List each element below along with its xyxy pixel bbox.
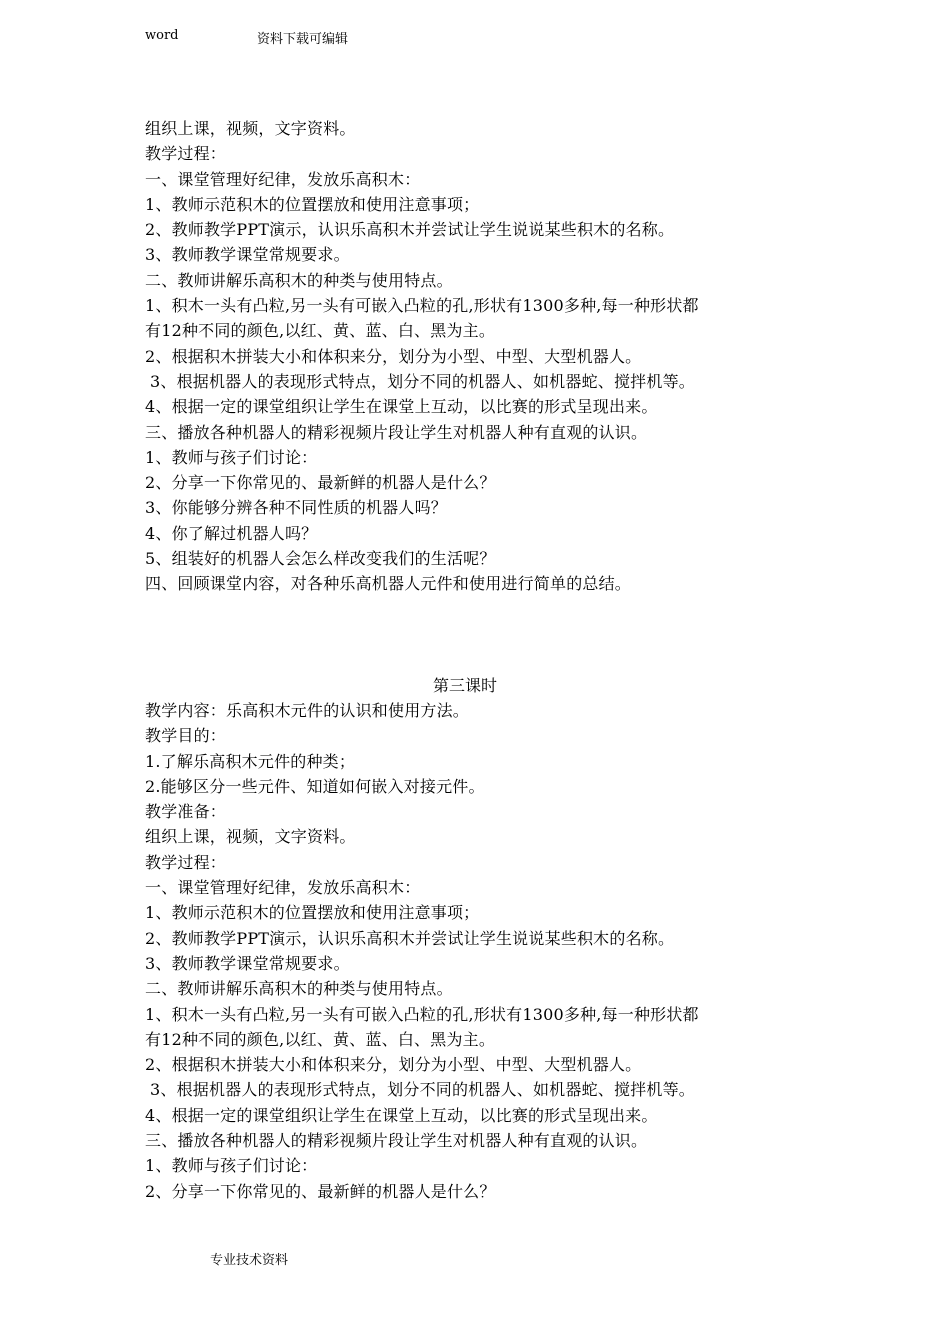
text-line: 3、教师教学课堂常规要求。 <box>145 245 350 265</box>
document-body <box>145 116 815 1204</box>
text-line: 4、你了解过机器人吗？ <box>145 523 318 543</box>
text-line: 2、根据积木拼装大小和体积来分，划分为小型、中型、大型机器人。 <box>145 1055 642 1075</box>
page-header <box>145 28 348 47</box>
text-line: 4、根据一定的课堂组织让学生在课堂上互动，以比赛的形式呈现出来。 <box>145 1105 658 1125</box>
text-line: 1、积木一头有凸粒,另一头有可嵌入凸粒的孔,形状有1300多种,每一种形状都 <box>145 1004 699 1024</box>
text-line: 2、分享一下你常见的、最新鲜的机器人是什么？ <box>145 473 496 493</box>
text-line: 4、根据一定的课堂组织让学生在课堂上互动，以比赛的形式呈现出来。 <box>145 397 658 417</box>
text-line: 3、你能够分辨各种不同性质的机器人吗？ <box>145 498 447 518</box>
text-line: 教学内容：乐高积木元件的认识和使用方法。 <box>145 700 470 720</box>
section-gap <box>145 597 815 673</box>
text-line: 二、教师讲解乐高积木的种类与使用特点。 <box>145 270 453 290</box>
text-line: 3、根据机器人的表现形式特点，划分不同的机器人、如机器蛇、搅拌机等。 <box>150 1080 695 1100</box>
lesson-part-2 <box>145 698 815 1204</box>
text-line: 一、课堂管理好纪律，发放乐高积木： <box>145 878 421 898</box>
text-line: 1、教师示范积木的位置摆放和使用注意事项； <box>145 903 480 923</box>
text-line: 1、积木一头有凸粒,另一头有可嵌入凸粒的孔,形状有1300多种,每一种形状都 <box>145 296 699 316</box>
text-line: 一、课堂管理好纪律，发放乐高积木： <box>145 169 421 189</box>
text-line: 组织上课，视频，文字资料。 <box>145 827 356 847</box>
lesson-part-1 <box>145 116 815 597</box>
text-line: 2、分享一下你常见的、最新鲜的机器人是什么？ <box>145 1181 496 1201</box>
header-subtitle: 资料下载可编辑 <box>257 32 349 47</box>
text-line: 有12种不同的颜色,以红、黄、蓝、白、黑为主。 <box>145 1029 496 1049</box>
text-line: 组织上课，视频，文字资料。 <box>145 119 356 138</box>
section-title: 第三课时 <box>432 675 497 695</box>
text-line: 1.了解乐高积木元件的种类； <box>145 751 356 771</box>
text-line: 三、播放各种机器人的精彩视频片段让学生对机器人种有直观的认识。 <box>145 1130 648 1150</box>
text-line: 三、播放各种机器人的精彩视频片段让学生对机器人种有直观的认识。 <box>145 422 648 442</box>
text-line: 二、教师讲解乐高积木的种类与使用特点。 <box>145 979 453 999</box>
text-line: 教学过程： <box>145 144 227 164</box>
text-line: 教学准备： <box>145 802 227 822</box>
text-line: 有12种不同的颜色,以红、黄、蓝、白、黑为主。 <box>145 321 496 341</box>
text-line: 2、根据积木拼装大小和体积来分，划分为小型、中型、大型机器人。 <box>145 346 642 366</box>
text-line: 教学过程： <box>145 852 227 872</box>
text-line: 2.能够区分一些元件、知道如何嵌入对接元件。 <box>145 776 485 796</box>
text-line: 1、教师与孩子们讨论： <box>145 1156 318 1176</box>
text-line: 1、教师示范积木的位置摆放和使用注意事项； <box>145 194 480 214</box>
text-line: 3、教师教学课堂常规要求。 <box>145 953 350 973</box>
page-footer: 专业技术资料 <box>210 1253 289 1268</box>
text-line: 3、根据机器人的表现形式特点，划分不同的机器人、如机器蛇、搅拌机等。 <box>150 371 695 391</box>
text-line: 5、组装好的机器人会怎么样改变我们的生活呢？ <box>145 549 496 569</box>
text-line: 1、教师与孩子们讨论： <box>145 447 318 467</box>
header-word-label: word <box>145 28 179 43</box>
text-line: 2、教师教学PPT演示，认识乐高积木并尝试让学生说说某些积木的名称。 <box>145 220 675 240</box>
text-line: 四、回顾课堂内容，对各种乐高机器人元件和使用进行简单的总结。 <box>145 574 632 594</box>
text-line: 2、教师教学PPT演示，认识乐高积木并尝试让学生说说某些积木的名称。 <box>145 928 675 948</box>
text-line: 教学目的： <box>145 726 227 746</box>
